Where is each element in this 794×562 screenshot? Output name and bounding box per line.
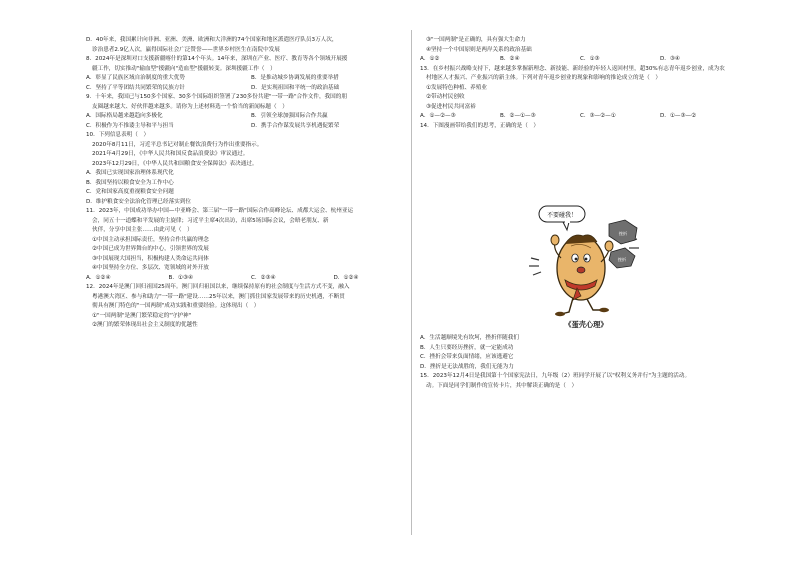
text-line: 动。下面是同学们制作的宣传卡片，其中解读正确的是（ ） bbox=[426, 382, 578, 389]
text-line: C．党和国家高度重视粮食安全问题 bbox=[86, 189, 174, 195]
text-line: 2020年8月11日，习近平总书记对制止餐饮浪费行为作出重要指示。 bbox=[92, 141, 263, 148]
answer-option: C．②③④ bbox=[251, 274, 276, 281]
text-line: A．我国已实现国家治理体系现代化 bbox=[86, 170, 174, 176]
answer-option: B．是推动城乡协调发展的重要举措 bbox=[251, 75, 339, 81]
answer-options-row bbox=[86, 74, 416, 82]
text-line: ②带动村民创收 bbox=[426, 94, 465, 100]
text-line: B．我国坚持以粮食安全为工作中心 bbox=[86, 179, 174, 186]
text-line: 疆工作，切实推动"输血型"援疆向"造血型"援疆转变。深圳援疆工作（ ） bbox=[92, 65, 276, 72]
text-line: ③中国展现大国担当，积极构建人类命运共同体 bbox=[92, 255, 209, 262]
right-column-top bbox=[420, 36, 740, 131]
text-line: 彻具有澳门特色的"一国两制"成功实践和重要经验。这体现出（ ） bbox=[92, 303, 260, 309]
text-line: ①发展特色种植、养殖业 bbox=[426, 84, 487, 91]
speech-bubble bbox=[539, 206, 585, 230]
answer-option: A．国际格局越来越趋向多极化 bbox=[86, 113, 163, 119]
rock-bottom-label: 挫折 bbox=[617, 257, 627, 262]
answer-options-row bbox=[420, 55, 740, 63]
answer-option: D．③④ bbox=[660, 56, 680, 62]
answer-option: D．是实现祖国和平统一的政治基础 bbox=[251, 84, 340, 91]
text-line: 15．2023年12月4日是我国第十个国家宪法日，九年级（2）班同学开展了以"权利义务并行"为主题的活动。 bbox=[420, 373, 691, 379]
text-line: 14．下图漫画带给我们的思考，正确的是（ ） bbox=[420, 122, 539, 129]
text-line: 8．2024年是深圳对口支援新疆喀什的第14个年头。14年来，深圳在产业、医疗、教育等各个领域开展援 bbox=[86, 56, 348, 62]
answer-option: C．①③ bbox=[580, 56, 600, 62]
text-line: ②澳门的繁荣体现出社会主义制度的优越性 bbox=[92, 322, 198, 328]
text-line: 会，同五十一道蝶和平发展的主旋律；习近平主席4次出访，出席5场国际会议，会晤老朋友、新 bbox=[92, 217, 329, 224]
answer-options-row bbox=[86, 84, 416, 92]
egg-character bbox=[551, 235, 613, 316]
text-line: 友圈越来越大、好伙伴越来越多。请你为上述材料选一个恰当的新闻标题（ ） bbox=[92, 103, 288, 110]
text-line: 村地区人才振兴、产业振兴的新主体。下列对青年返乡创业的现象和影响的推论成立的是（ ） bbox=[426, 75, 661, 81]
text-line: 2021年4月29日，《中华人民共和国反食品浪费法》审议通过。 bbox=[92, 151, 249, 157]
answer-option: C．③—②—① bbox=[580, 113, 616, 119]
answer-options-row bbox=[420, 112, 740, 120]
text-line: 9．十年来，我国已与150多个国家、30多个国际组织签署了230多份共建"一带一路"合作文件，我国的朋 bbox=[86, 94, 347, 100]
text-line: ③"一国两制"是正确的，具有强大生命力 bbox=[426, 37, 526, 43]
answer-option: A．①② bbox=[420, 56, 440, 62]
answer-option: B．②④ bbox=[500, 56, 520, 62]
text-line: 10．下列信息表明（ ） bbox=[86, 132, 150, 138]
answer-option: C．积极作为不推诿主导和平与担当 bbox=[86, 122, 174, 129]
rock-top-label: 挫折 bbox=[618, 231, 628, 236]
answer-option: A．①—②—③ bbox=[420, 113, 456, 119]
answer-option: B．①③④ bbox=[168, 274, 193, 281]
text-line: ④中国坚持全方位、多层次、宽领域的对外开放 bbox=[92, 265, 209, 271]
right-column bbox=[420, 36, 740, 131]
answer-option: D．①②④ bbox=[333, 274, 359, 281]
egg-cartoon-illustration bbox=[525, 202, 645, 322]
answer-options-row bbox=[86, 122, 416, 130]
text-line: ④坚持一个中国原则是两岸关系的政治基础 bbox=[426, 46, 532, 53]
rock-top bbox=[609, 220, 637, 244]
answer-option: C．坚持了平等团结共同繁荣的民族方针 bbox=[86, 84, 186, 91]
text-line: ①中国主动承担国际责任，坚持合作共赢的理念 bbox=[92, 236, 209, 243]
text-line: D．挫折是无法战胜的，我们无能为力 bbox=[420, 363, 514, 370]
answer-option: A．①②④ bbox=[86, 274, 111, 281]
text-line: 诊治患者2.9亿人次，赢得国际社会广泛赞誉——世界乡村医生在南院中发展 bbox=[92, 46, 280, 53]
text-line: 2023年12月29日，《中华人民共和国粮食安全保障法》表决通过。 bbox=[92, 160, 258, 167]
answer-option: A．彰显了民族区域自治制度的重大优势 bbox=[86, 75, 185, 81]
answer-option: D．①—③—② bbox=[660, 113, 697, 119]
text-line: 13．在乡村振兴战略支持下，越来越多掌握新理念、新技能、新经验的年轻人返回村里，超30%有志青年返乡创业，成为农 bbox=[420, 65, 725, 72]
column-divider bbox=[411, 30, 412, 535]
text-line: ①"一国两制"是澳门繁荣稳定的"守护神" bbox=[92, 312, 192, 319]
right-column-bottom bbox=[420, 334, 740, 391]
bubble-text: 不要碰我！ bbox=[546, 212, 578, 219]
text-line: A．生活越顺境先有坎坷，挫折伴随我们 bbox=[420, 335, 519, 341]
text-line: ②中国已成为世界舞台的中心，引领世界的发展 bbox=[92, 246, 209, 252]
text-line: 12．2024年是澳门回归祖国25周年。澳门回归祖国以来，继续保持原有的社会制度与生活方式不变，融入 bbox=[86, 284, 350, 290]
answer-option: D．携手合作谋发展共享机遇促繁荣 bbox=[251, 122, 340, 129]
answer-option: B．引领全球加强国际合作共赢 bbox=[251, 113, 328, 119]
text-line: 伙伴，分享中国主张……由此可见（ ） bbox=[92, 227, 193, 233]
answer-options-row bbox=[86, 274, 416, 282]
text-line: ③促进村民共同富裕 bbox=[426, 103, 476, 110]
text-line: 11．2023年，中国成功举办中国—中亚峰会、第三届"一带一路"国际合作高峰论坛、成都大运会、杭州亚运 bbox=[86, 208, 354, 214]
text-line: C．挫折会带来负面情绪，应该逃避它 bbox=[420, 354, 514, 360]
text-line: B．人生只要经历挫折，就一定能成功 bbox=[420, 344, 514, 351]
text-line: 粤港澳大湾区、参与和助力"一带一路"建设……25年以来，澳门抓住国家发展带来的历史机遇，不断贯 bbox=[92, 293, 345, 300]
cartoon-caption: 《蛋壳心理》 bbox=[564, 320, 608, 329]
answer-option: B．②—①—③ bbox=[500, 113, 536, 119]
rock-bottom bbox=[609, 248, 635, 268]
text-line: D．40年来，我国累计向非洲、亚洲、美洲、欧洲和大洋洲的74个国家和地区派遣医疗队员3万人次， bbox=[86, 37, 338, 43]
left-column bbox=[86, 36, 416, 331]
text-line: D．维护粮食安全法治化管理已经落实到位 bbox=[86, 198, 191, 205]
answer-options-row bbox=[86, 112, 416, 120]
